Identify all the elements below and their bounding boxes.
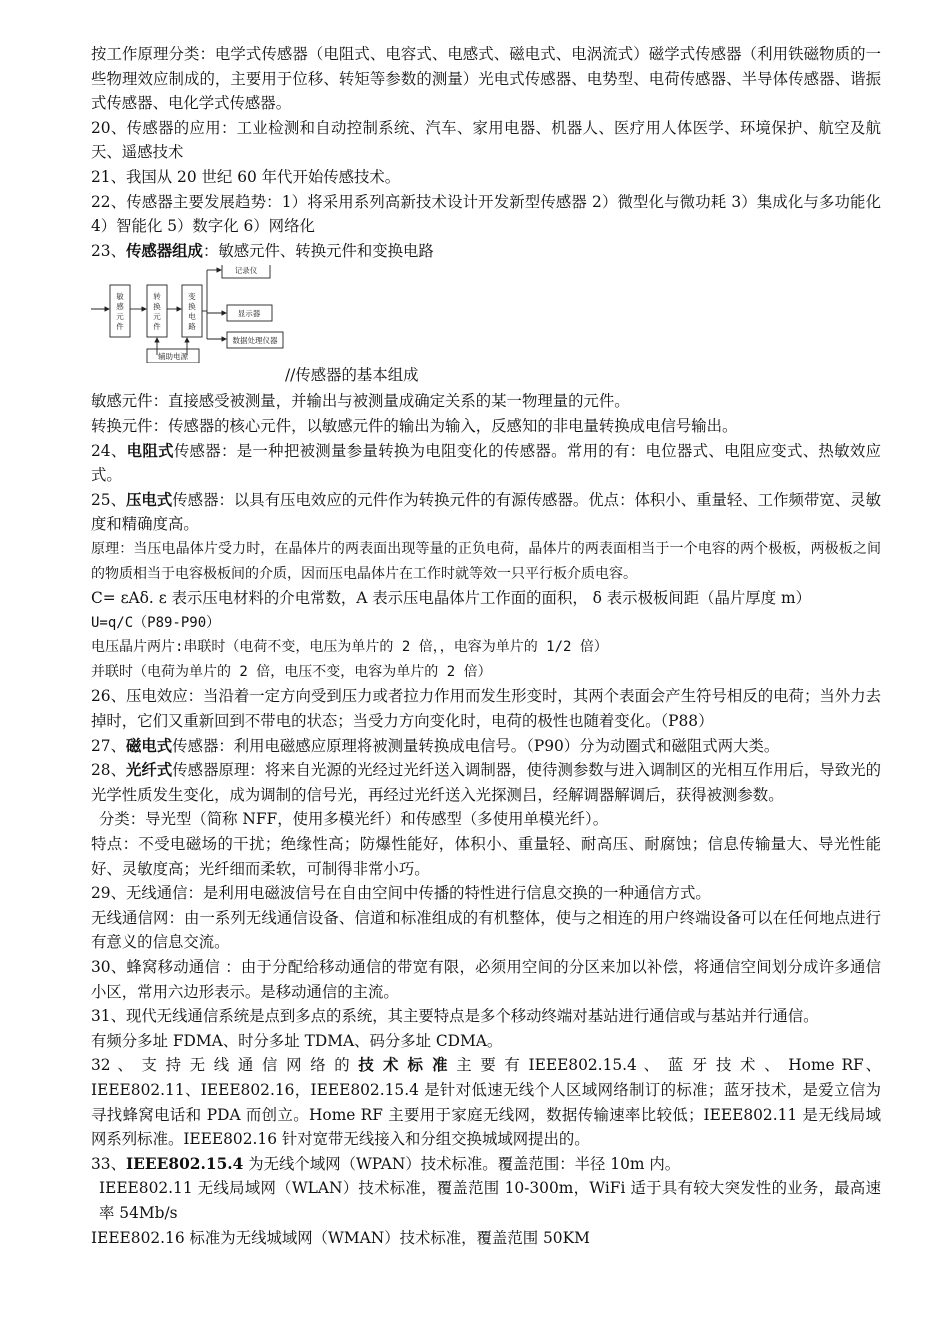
conversion-element-definition: 转换元件：传感器的核心元件，以敏感元件的输出为输入，反感知的非电量转换成电信号输出。 xyxy=(91,416,738,435)
converting-char-2: 换 xyxy=(153,302,161,312)
item-29: 29、无线通信：是利用电磁波信号在自由空间中传播的特性进行信息交换的一种通信方式。 xyxy=(91,884,711,903)
capacitance-formula: C= εAδ. ε 表示压电材料的介电常数，A 表示压电晶体片工作面的面积， δ 表示极板间距（晶片厚度 m） xyxy=(91,589,811,608)
item-26: 26、压电效应：当沿着一定方向受到压力或者拉力作用而发生形变时，其两个表面会产生符号相反的电荷；当外力去掉时，它们又重新回到不带电的状态；当受力方向变化时，电荷的极性也随着变化。（P88） xyxy=(91,687,881,731)
fiber-features: 特点：不受电磁场的干扰；绝缘性高；防爆性能好，体积小、重量轻、耐高压、耐腐蚀；信息传输量大、导光性能好、灵敏度高；光纤细而柔软，可制得非常小巧。 xyxy=(91,835,881,878)
series-connection: 电压晶片两片:串联时（电荷不变，电压为单片的 2 倍，，电容为单片的 1/2 倍） xyxy=(91,639,608,656)
item-28 xyxy=(91,758,881,807)
item-32-keyword: 技 术 标 准 xyxy=(358,1056,450,1075)
converting-char-4: 件 xyxy=(153,322,161,332)
diagram-caption: //传感器的基本组成 xyxy=(285,366,419,385)
item-20: 20、传感器的应用：工业检测和自动控制系统、汽车、家用电器、机器人、医疗用人体医学、环境保护、航空及航天、遥感技术 xyxy=(91,118,881,162)
item-33-text: 为无线个域网（WPAN）技术标准。覆盖范围：半径 10m 内。 xyxy=(243,1154,681,1173)
wireless-network-definition: 无线通信网：由一系列无线通信设备、信道和标准组成的有机整体，使与之相连的用户终端设备可以在任何地点进行有意义的信息交流。 xyxy=(91,908,881,952)
item-33-keyword: IEEE802.15.4 xyxy=(125,1154,244,1173)
item-27-text: 传感器：利用电磁感应原理将被测量转换成电信号。（P90）分为动圈式和磁阻式两大类。 xyxy=(172,736,780,755)
wman-standard: IEEE802.16 标准为无线城域网（WMAN）技术标准，覆盖范围 50KM xyxy=(91,1228,590,1247)
item-28-keyword: 光纤式 xyxy=(126,761,173,780)
item-21: 21、我国从 20 世纪 60 年代开始传感技术。 xyxy=(91,167,401,186)
transform-char-4: 路 xyxy=(188,322,196,332)
item-28-number: 28、 xyxy=(91,761,127,780)
item-25-number: 25、 xyxy=(91,490,127,509)
transform-char-3: 电 xyxy=(188,312,196,322)
item-24-number: 24、 xyxy=(91,441,127,460)
item-25-keyword: 压电式 xyxy=(126,490,173,509)
sensing-element-definition: 敏感元件：直接感受被测量，并输出与被测量成确定关系的某一物理量的元件。 xyxy=(91,392,630,411)
classification-paragraph: 按工作原理分类：电学式传感器（电阻式、电容式、电感式、磁电式、电涡流式）磁学式传感器（利用铁磁物质的一些物理效应制成的，主要用于位移、转矩等参数的测量）光电式传感器、电势型、电荷传感器、半导体传感器、谐振式传感器、电化学式传感器。 xyxy=(91,45,881,113)
item-32 xyxy=(91,1053,881,1151)
sensor-composition-diagram xyxy=(91,265,881,389)
aux-power-label: 辅助电源 xyxy=(158,352,188,362)
item-24-keyword: 电阻式 xyxy=(126,441,174,460)
item-25 xyxy=(91,488,881,537)
item-32-text: 主 要 有 IEEE802.15.4 、 蓝 牙 技 术 、 Home RF、IEEE802.11、IEEE802.16，IEEE802.15.4 是针对低速无线个人区域网络制订的标准；蓝牙技术，是爱立信为寻找蜂窝电话和 PDA 而创立。Home RF 主要用于家庭无线网，数据传输速率比较低；IEEE802.11 是无线局域网系列标准。IEEE802.16 针对宽带无线接入和分组交换城域网提出的。 xyxy=(91,1056,882,1149)
item-33-number: 33、 xyxy=(91,1154,126,1173)
recorder-label: 记录仪 xyxy=(234,266,258,276)
sensing-char-2: 感 xyxy=(116,302,124,312)
converting-char-1: 转 xyxy=(153,292,161,302)
transform-char-1: 变 xyxy=(188,292,196,302)
item-28-text: 传感器原理：将来自光源的光经过光纤送入调制器，使待测参数与进入调制区的光相互作用后，导致光的光学性质发生变化，成为调制的信号光，再经过光纤送入光探测吕，经解调器解调后，获得被测参数。 xyxy=(91,761,881,804)
item-27-number: 27、 xyxy=(91,736,126,755)
item-24-text: 传感器：是一种把被测量参量转换为电阻变化的传感器。常用的有：电位器式、电阻应变式、热敏效应式。 xyxy=(91,441,881,485)
piezo-principle: 原理：当压电晶体片受力时，在晶体片的两表面出现等量的正负电荷，晶体片的两表面相当于一个电容的两个极板，两极板之间的物质相当于电容极板间的介质，因而压电晶体片在工作时就等效一只平行板介质电容。 xyxy=(91,540,881,582)
display-label: 显示器 xyxy=(237,309,261,319)
item-24 xyxy=(91,439,881,488)
item-27-keyword: 磁电式 xyxy=(125,736,173,755)
block-diagram xyxy=(91,265,291,363)
item-23 xyxy=(91,239,881,264)
item-23-text: ：敏感元件、转换元件和变换电路 xyxy=(202,241,434,260)
converting-char-3: 元 xyxy=(153,312,161,322)
data-processor-label: 数据处理仪器 xyxy=(232,336,278,346)
item-31: 31、现代无线通信系统是点到多点的系统，其主要特点是多个移动终端对基站进行通信或与基站并行通信。 xyxy=(91,1007,819,1026)
item-22: 22、传感器主要发展趋势：1）将采用系列高新技术设计开发新型传感器 2）微型化与微功耗 3）集成化与多功能化 4）智能化 5）数字化 6）网络化 xyxy=(91,192,881,236)
sensing-char-1: 敏 xyxy=(116,292,124,302)
sensing-char-3: 元 xyxy=(116,312,124,322)
sensing-char-4: 件 xyxy=(116,322,124,332)
transform-char-2: 换 xyxy=(188,302,196,312)
item-30: 30、蜂窝移动通信 ：由于分配给移动通信的带宽有限，必须用空间的分区来加以补偿，将通信空间划分成许多通信小区，常用六边形表示。是移动通信的主流。 xyxy=(91,958,881,1001)
document-page xyxy=(91,42,881,1250)
item-23-keyword: 传感器组成 xyxy=(125,241,203,260)
item-33 xyxy=(91,1152,881,1177)
multiple-access-methods: 有频分多址 FDMA、时分多址 TDMA、码分多址 CDMA。 xyxy=(91,1031,503,1050)
fiber-classification: 分类：导光型（简称 NFF，使用多模光纤）和传感型（多使用单模光纤）。 xyxy=(99,810,609,829)
item-27 xyxy=(91,734,881,759)
item-23-number: 23、 xyxy=(91,241,126,260)
item-25-text: 传感器：以具有压电效应的元件作为转换元件的有源传感器。优点：体积小、重量轻、工作频带宽、灵敏度和精确度高。 xyxy=(91,490,881,534)
item-32-intro: 32 、 支 持 无 线 通 信 网 络 的 xyxy=(91,1056,359,1075)
voltage-formula: U=q/C（P89-P90） xyxy=(91,614,221,631)
wlan-standard: IEEE802.11 无线局域网（WLAN）技术标准，覆盖范围 10-300m，WiFi 适于具有较大突发性的业务，最高速率 54Mb/s xyxy=(99,1179,881,1222)
parallel-connection: 并联时（电荷为单片的 2 倍，电压不变，电容为单片的 2 倍） xyxy=(91,663,492,680)
